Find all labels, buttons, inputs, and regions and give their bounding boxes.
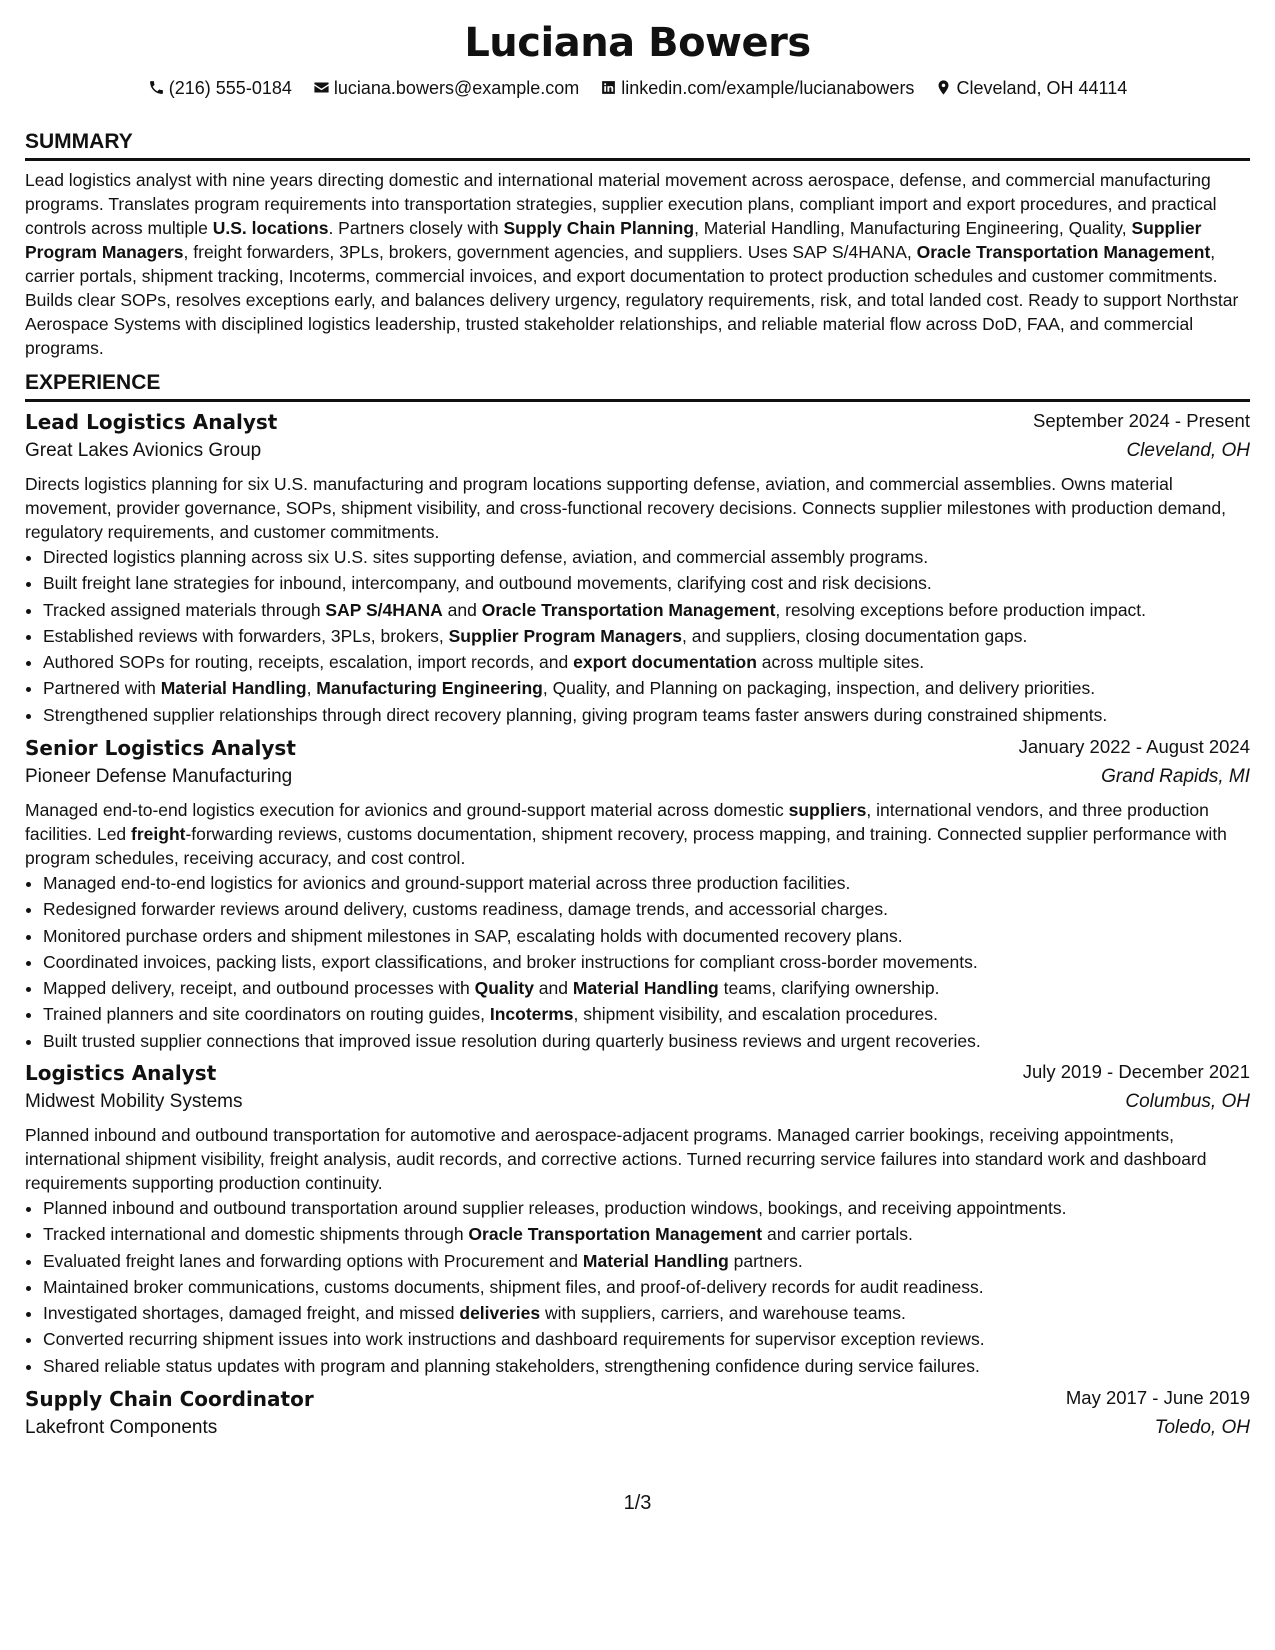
job-bullets [25, 544, 1250, 728]
text-run: , and suppliers, closing documentation gaps. [681, 625, 1028, 646]
bullet-item [43, 702, 1250, 728]
text-run: Converted recurring shipment issues into work instructions and dashboard requirements for supervisor exception reviews. [43, 1329, 985, 1350]
bold-keyword: Oracle Transportation Management [916, 242, 1211, 262]
bold-keyword: suppliers [788, 800, 867, 820]
text-run: Managed end-to-end logistics for avionics and ground-support material across three production facilities. [43, 873, 851, 893]
text-run: Built freight lane strategies for inbound, intercompany, and outbound movements, clarifying cost and risk decisions. [43, 573, 932, 594]
bold-keyword: Oracle Transportation Management [481, 599, 776, 620]
bullet-item [43, 1326, 1250, 1352]
text-run: Shared reliable status updates with program and planning stakeholders, strengthening confidence during service failures. [43, 1355, 980, 1376]
phone-icon [148, 79, 165, 96]
text-run: Planned inbound and outbound transportation for automotive and aerospace-adjacent programs. Managed carrier bookings, receiving appointments, international shipment visibility, freight analysis, audit records, and corrective actions. Turned recurring service failures into standard work and dashboard requirements supporting production continuity. [25, 1125, 1207, 1193]
bold-keyword: Incoterms [489, 1004, 574, 1025]
text-run: Lead logistics analyst with nine years directing domestic and international material movement across aerospace, defense, and commercial manufacturing programs. Translates program requirements into transportation strategies, supplier execution plans, compliant import and export procedures, and practical controls across multiple [25, 170, 1217, 238]
linkedin-icon [600, 79, 617, 96]
text-run: , international vendors, and three production facilities. Led [25, 800, 1209, 844]
job-summary [25, 798, 1250, 870]
job-location: Cleveland, OH [1126, 440, 1250, 461]
text-run: -forwarding reviews, customs documentation, shipment recovery, process mapping, and training. Connected supplier performance with program schedules, receiving accuracy, and cost control. [25, 824, 1227, 868]
text-run: Monitored purchase orders and shipment milestones in SAP, escalating holds with documented recovery plans. [43, 925, 903, 946]
bullet-item [43, 1248, 1250, 1274]
job-company: Lakefront Components [25, 1417, 218, 1438]
page-number: 1/3 [623, 1492, 652, 1514]
text-run: and [533, 978, 573, 999]
bold-keyword: Oracle Transportation Management [468, 1224, 763, 1245]
section-title: SUMMARY [25, 130, 1250, 161]
text-run: Redesigned forwarder reviews around delivery, customs readiness, damage trends, and accessorial charges. [43, 899, 888, 920]
job-title: Supply Chain Coordinator [25, 1387, 314, 1411]
bullet-item [43, 1274, 1250, 1300]
bold-keyword: deliveries [459, 1303, 541, 1324]
job-company: Pioneer Defense Manufacturing [25, 766, 293, 787]
text-run: Authored SOPs for routing, receipts, escalation, import records, and [43, 652, 574, 673]
text-run: across multiple sites. [756, 652, 925, 673]
envelope-icon [313, 79, 330, 96]
job-company: Midwest Mobility Systems [25, 1091, 243, 1112]
text-run: , [306, 678, 317, 699]
text-run: Mapped delivery, receipt, and outbound processes with [43, 978, 475, 999]
bullet-item [43, 1195, 1250, 1221]
text-run: Coordinated invoices, packing lists, export classifications, and broker instructions for compliant cross-border movements. [43, 951, 978, 972]
bold-keyword: U.S. locations [212, 218, 329, 238]
job-summary [25, 1123, 1250, 1195]
bold-keyword: freight [131, 824, 186, 844]
bullet-item [43, 949, 1250, 975]
bullet-item [43, 1353, 1250, 1379]
job-entry [25, 410, 1250, 728]
email-text: luciana.bowers@example.com [333, 78, 580, 98]
bullet-item [43, 1028, 1250, 1054]
text-run: and carrier portals. [762, 1224, 913, 1245]
job-summary [25, 472, 1250, 544]
location-text: Cleveland, OH 44114 [956, 78, 1128, 98]
text-run: , carrier portals, shipment tracking, Incoterms, commercial invoices, and export documentation to protect production schedules and customer commitments. Builds clear SOPs, resolves exceptions early, and balances delivery urgency, regulatory requirements, risk, and total landed cost. Ready to support Northstar Aerospace Systems with disciplined logistics leadership, trusted stakeholder relationships, and reliable material flow across DoD, FAA, and commercial programs. [25, 242, 1239, 358]
bold-keyword: Material Handling [582, 1250, 729, 1271]
bold-keyword: Manufacturing Engineering [316, 678, 543, 699]
job-dates: September 2024 - Present [1033, 410, 1250, 431]
text-run: Planned inbound and outbound transportation around supplier releases, production windows, bookings, and receiving appointments. [43, 1198, 1067, 1218]
text-run: , Quality, and Planning on packaging, inspection, and delivery priorities. [542, 678, 1096, 699]
text-run: with suppliers, carriers, and warehouse teams. [540, 1303, 906, 1324]
bullet-item [43, 1221, 1250, 1247]
text-run: , resolving exceptions before production impact. [775, 599, 1147, 620]
job-entry [25, 1061, 1250, 1379]
text-run: Evaluated freight lanes and forwarding options with Procurement and [43, 1250, 583, 1271]
experience-section [25, 371, 1250, 402]
text-run: Trained planners and site coordinators on routing guides, [43, 1004, 490, 1025]
contact-location [935, 78, 1127, 99]
bold-keyword: Supplier Program Managers [448, 625, 682, 646]
bold-keyword: Supply Chain Planning [503, 218, 695, 238]
job-bullets [25, 870, 1250, 1054]
text-run: Tracked assigned materials through [43, 599, 326, 620]
job-dates: May 2017 - June 2019 [1065, 1387, 1250, 1408]
text-run: Partnered with [43, 678, 161, 699]
text-run: Managed end-to-end logistics execution for avionics and ground-support material across domestic [25, 800, 789, 820]
contact-phone [148, 78, 292, 99]
text-run: , freight forwarders, 3PLs, brokers, government agencies, and suppliers. Uses SAP S/4HANA, [183, 242, 917, 262]
contact-linkedin[interactable] [600, 78, 914, 99]
bullet-item [43, 1001, 1250, 1027]
candidate-name: Luciana Bowers [464, 20, 811, 66]
job-location: Grand Rapids, MI [1101, 766, 1250, 787]
contact-email[interactable] [313, 78, 579, 99]
bold-keyword: Material Handling [572, 978, 719, 999]
bullet-item [43, 870, 1250, 896]
text-run: Directs logistics planning for six U.S. manufacturing and program locations supporting defense, aviation, and commercial assemblies. Owns material movement, provider governance, SOPs, shipment visibility, and cross-functional recovery decisions. Connects supplier milestones with production demand, regulatory requirements, and customer commitments. [25, 474, 1226, 542]
text-run: Built trusted supplier connections that improved issue resolution during quarterly business reviews and urgent recoveries. [43, 1030, 981, 1051]
bullet-item [43, 544, 1250, 570]
text-run: Tracked international and domestic shipments through [43, 1224, 469, 1245]
job-location: Columbus, OH [1125, 1091, 1250, 1112]
text-run: and [442, 599, 482, 620]
job-location: Toledo, OH [1154, 1417, 1250, 1438]
bold-keyword: Supplier Program Managers [25, 218, 1202, 262]
job-bullets [25, 1195, 1250, 1379]
job-title: Senior Logistics Analyst [25, 736, 296, 760]
job-title: Lead Logistics Analyst [25, 410, 278, 434]
bullet-item [43, 896, 1250, 922]
bullet-item [43, 923, 1250, 949]
job-entry [25, 736, 1250, 1054]
map-pin-icon [935, 79, 952, 96]
bullet-item [43, 570, 1250, 596]
bullet-item [43, 675, 1250, 701]
section-title: EXPERIENCE [25, 371, 1250, 402]
text-run: Investigated shortages, damaged freight, and missed [43, 1303, 460, 1324]
bullet-item [43, 597, 1250, 623]
text-run: , Material Handling, Manufacturing Engineering, Quality, [694, 218, 1132, 238]
phone-text: (216) 555-0184 [168, 78, 292, 98]
bullet-item [43, 1300, 1250, 1326]
bullet-item [43, 623, 1250, 649]
bold-keyword: export documentation [573, 652, 757, 673]
job-dates: January 2022 - August 2024 [1018, 736, 1250, 757]
linkedin-text: linkedin.com/example/lucianabowers [621, 78, 915, 98]
bold-keyword: Quality [474, 978, 534, 999]
text-run: . Partners closely with [328, 218, 504, 238]
job-company: Great Lakes Avionics Group [25, 440, 262, 461]
text-run: Maintained broker communications, customs documents, shipment files, and proof-of-delivery records for audit readiness. [43, 1276, 984, 1297]
text-run: Established reviews with forwarders, 3PLs, brokers, [43, 625, 449, 646]
bold-keyword: SAP S/4HANA [325, 599, 443, 620]
job-dates: July 2019 - December 2021 [1022, 1061, 1250, 1082]
text-run: Directed logistics planning across six U.S. sites supporting defense, aviation, and commercial assembly programs. [43, 547, 929, 567]
summary-section [25, 130, 1250, 360]
job-entry [25, 1387, 1250, 1449]
text-run: Strengthened supplier relationships through direct recovery planning, giving program teams faster answers during constrained shipments. [43, 704, 1108, 725]
text-run: , shipment visibility, and escalation procedures. [573, 1004, 938, 1025]
bold-keyword: Material Handling [160, 678, 307, 699]
text-run: partners. [728, 1250, 803, 1271]
text-run: teams, clarifying ownership. [718, 978, 940, 999]
contact-bar [25, 78, 1250, 99]
job-title: Logistics Analyst [25, 1061, 217, 1085]
summary-paragraph [25, 168, 1250, 360]
bullet-item [43, 649, 1250, 675]
bullet-item [43, 975, 1250, 1001]
